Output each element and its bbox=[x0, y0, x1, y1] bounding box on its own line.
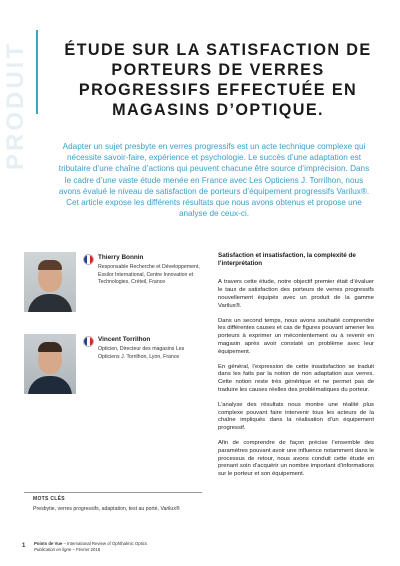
article-paragraph: A travers cette étude, notre objectif premier était d’évaluer le taux de satisfaction des porteurs de verres progressifs nouvellement équipés avec un produit de la gamme Varilux®. bbox=[218, 279, 374, 309]
page-number: 1 bbox=[22, 543, 26, 549]
france-flag-icon bbox=[83, 254, 94, 265]
author-name: Vincent Torrilhon bbox=[98, 336, 151, 343]
journal-subtitle: – International Review of Ophthalmic Optics bbox=[62, 541, 148, 546]
publication-date: – Février 2018 bbox=[71, 547, 101, 552]
section-label: PRODUIT bbox=[2, 41, 29, 171]
author-card bbox=[24, 252, 202, 322]
intro-paragraph: Adapter un sujet presbyte en verres progressifs est un acte technique complexe qui nécessite savoir-faire, expérience et psychologie. Le succès d’une adaptation est tributaire d’une chaîne d’actions qui peuvent chacune être source d’imprécision. Dans le cadre d’une vaste étude menée en France avec Les Opticiens J. Torrilhon, nous avons évalué le niveau de satisfaction de porteurs d’équipement progressifs Varilux®. Cet article expose les différents résultats que nous avons obtenus et propose une analyse de ceux-ci. bbox=[58, 142, 370, 219]
author-name: Thierry Bonnin bbox=[98, 254, 144, 261]
author-role: Opticien, Directeur des magasins Les Opticiens J. Torrilhon, Lyon, France bbox=[98, 346, 185, 360]
author-photo bbox=[24, 334, 76, 394]
accent-bar bbox=[36, 30, 38, 114]
keywords-text: Presbytie, verres progressifs, adaptation, test au porté, Varilux® bbox=[33, 506, 180, 512]
journal-name: Points de Vue bbox=[34, 541, 63, 546]
author-card bbox=[24, 334, 202, 404]
article-body bbox=[218, 252, 374, 486]
article-paragraph: L’analyse des résultats nous montre une réalité plus complexe pouvant faire intervenir tous les acteurs de la chaîne impliqués dans la réalisation d’un équipement progressif. bbox=[218, 402, 374, 432]
publication-label: Publication en ligne bbox=[34, 547, 72, 552]
author-photo bbox=[24, 252, 76, 312]
article-paragraph: En général, l’expression de cette insatisfaction se traduit dans les faits par la notion de non adaptation aux verres. Cette notion reste très générique et ne permet pas de traduire les causes réelles des problématiques du porteur. bbox=[218, 363, 374, 393]
author-role: Responsable Recherche et Développement, Essilor International, Centre Innovation et Technologies, Créteil, France bbox=[98, 264, 200, 286]
footer-credits bbox=[34, 541, 147, 553]
keywords-divider bbox=[24, 492, 202, 493]
article-heading: Satisfaction et insatisfaction, la complexité de l’interprétation bbox=[218, 252, 356, 268]
france-flag-icon bbox=[83, 336, 94, 347]
article-paragraph: Afin de comprendre de façon précise l’ensemble des paramètres pouvant avoir une influence notamment dans le processus de retour, nous avons conduit cette étude en prenant soin d’acquérir un nombre important d’informations sur le porteur et son équipement. bbox=[218, 440, 374, 478]
keywords-label: MOTS CLÉS bbox=[33, 496, 65, 502]
authors-column bbox=[24, 252, 202, 404]
article-paragraph: Dans un second temps, nous avons souhaité comprendre les différentes causes et cas de figures pouvant amener les porteurs à exprimer un mécontentement ou à revenir en magasin après avoir constaté un problème avec leur équipement. bbox=[218, 317, 374, 355]
article-title: ÉTUDE SUR LA SATISFACTION DE PORTEURS DE VERRES PROGRESSIFS EFFECTUÉE EN MAGASINS D’OPTIQUE. bbox=[64, 41, 372, 119]
